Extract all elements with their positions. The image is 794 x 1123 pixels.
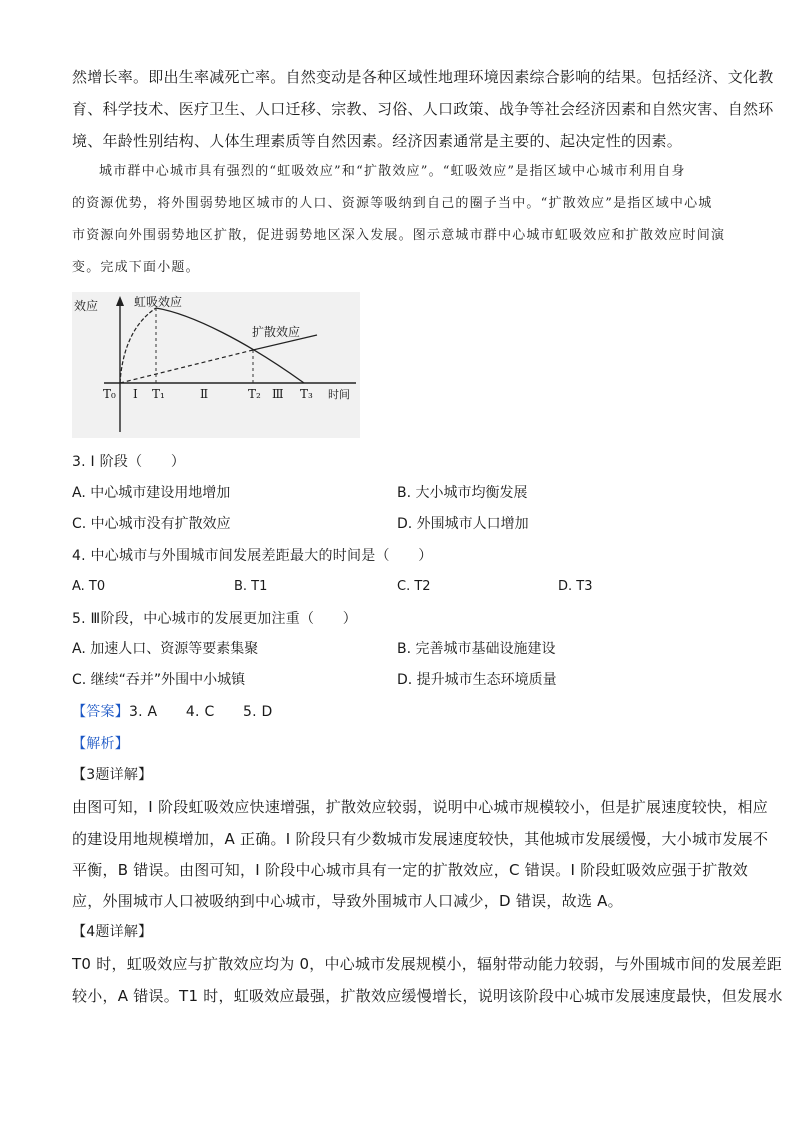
q4-option-a: A. T0 — [72, 579, 106, 594]
q3-stem: 3. I 阶段（ ） — [72, 454, 186, 470]
tick-t2: T₂ — [248, 387, 261, 401]
analysis-tag: 【解析】 — [72, 736, 129, 752]
q3-option-b: B. 大小城市均衡发展 — [397, 485, 528, 501]
stage-1: Ⅰ — [133, 387, 138, 401]
answer-line — [72, 702, 273, 722]
detail3-tag: 【3题详解】 — [72, 767, 153, 783]
detail4-line: T0 时，虹吸效应与扩散效应均为 0，中心城市发展规模小，辐射带动能力较弱，与外围城市间的发展差距 — [72, 955, 783, 973]
passage-line: 城市群中心城市具有强烈的“虹吸效应”和“扩散效应”。“虹吸效应”是指区域中心城市利用自身 — [99, 164, 686, 179]
q4-option-d: D. T3 — [558, 579, 593, 594]
passage-line: 变。完成下面小题。 — [72, 260, 200, 275]
detail4-line: 较小，A 错误。T1 时，虹吸效应最强，扩散效应缓慢增长，说明该阶段中心城市发展速度最快，但发展水 — [72, 987, 783, 1005]
effect-chart — [72, 292, 360, 438]
tick-t3: T₃ — [300, 387, 313, 401]
y-axis-label: 效应 — [74, 299, 99, 313]
q5-stem: 5. Ⅲ阶段，中心城市的发展更加注重（ ） — [72, 611, 357, 627]
stage-3: Ⅲ — [272, 387, 284, 401]
detail3-line: 应，外围城市人口被吸纳到中心城市，导致外围城市人口减少，D 错误，故选 A。 — [72, 892, 623, 910]
q4-option-c: C. T2 — [397, 579, 431, 594]
q5-option-d: D. 提升城市生态环境质量 — [397, 672, 557, 688]
q3-option-a: A. 中心城市建设用地增加 — [72, 485, 231, 501]
effect-chart-svg — [72, 292, 360, 438]
passage-line: 市资源向外围弱势地区扩散，促进弱势地区深入发展。图示意城市群中心城市虹吸效应和扩散效应时间演 — [72, 228, 726, 243]
q4-option-b: B. T1 — [234, 579, 268, 594]
detail3-line: 由图可知，I 阶段虹吸效应快速增强，扩散效应较弱，说明中心城市规模较小，但是扩展速度较快，相应 — [72, 798, 768, 816]
answer-text: 3. A 4. C 5. D — [129, 704, 273, 720]
detail4-tag: 【4题详解】 — [72, 924, 153, 940]
q5-option-c: C. 继续“吞并”外围中小城镇 — [72, 672, 246, 688]
q3-option-c: C. 中心城市没有扩散效应 — [72, 516, 231, 532]
q5-option-b: B. 完善城市基础设施建设 — [397, 641, 556, 657]
q3-option-d: D. 外围城市人口增加 — [397, 516, 529, 532]
intro-line: 然增长率。即出生率减死亡率。自然变动是各种区域性地理环境因素综合影响的结果。包括经济、文化教 — [72, 68, 774, 86]
q5-option-a: A. 加速人口、资源等要素集聚 — [72, 641, 259, 657]
x-axis-label: 时间 — [328, 388, 350, 401]
tick-t1: T₁ — [152, 387, 165, 401]
q4-stem: 4. 中心城市与外围城市间发展差距最大的时间是（ ） — [72, 548, 433, 564]
diffusion-label: 扩散效应 — [252, 325, 301, 339]
answer-tag: 【答案】 — [72, 704, 129, 720]
stage-2: Ⅱ — [200, 387, 209, 401]
tick-t0: T₀ — [103, 387, 116, 401]
passage-line: 的资源优势，将外围弱势地区城市的人口、资源等吸纳到自己的圈子当中。“扩散效应”是指区域中心城 — [72, 196, 713, 211]
chart-background — [72, 292, 360, 438]
detail3-line: 的建设用地规模增加，A 正确。I 阶段只有少数城市发展速度较快，其他城市发展缓慢，大小城市发展不 — [72, 830, 769, 848]
detail3-line: 平衡，B 错误。由图可知，I 阶段中心城市具有一定的扩散效应，C 错误。I 阶段虹吸效应强于扩散效 — [72, 861, 748, 879]
siphon-label: 虹吸效应 — [134, 295, 183, 309]
intro-line: 境、年龄性别结构、人体生理素质等自然因素。经济因素通常是主要的、起决定性的因素。 — [72, 132, 683, 150]
intro-line: 育、科学技术、医疗卫生、人口迁移、宗教、习俗、人口政策、战争等社会经济因素和自然灾害、自然环 — [72, 100, 774, 118]
